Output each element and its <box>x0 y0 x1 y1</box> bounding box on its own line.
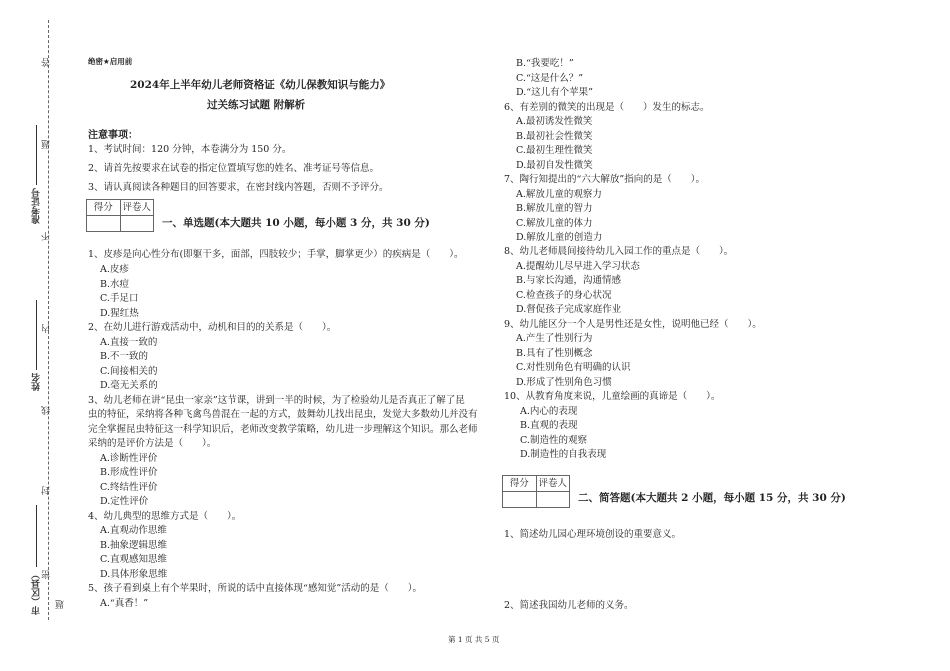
seal-char: 密 <box>42 570 52 579</box>
exam-number-blank <box>36 125 37 185</box>
option: D.解放儿童的创造力 <box>516 232 603 243</box>
name-blank <box>36 300 37 370</box>
score-cell[interactable] <box>503 492 536 507</box>
option: B.水痘 <box>100 279 130 290</box>
district-blank <box>36 505 37 567</box>
option: B.抽象逻辑思维 <box>100 540 168 551</box>
option: D.督促孩子完成家庭作业 <box>516 304 622 315</box>
option: A.直接一致的 <box>100 337 158 348</box>
short-answer-question: 1、简述幼儿园心理环境创设的重要意义。 <box>504 529 682 540</box>
grader-label: 评卷人 <box>120 200 154 215</box>
page-title: 2024年上半年幼儿老师资格证《幼儿保教知识与能力》 <box>130 79 391 91</box>
question-stem: 8、幼儿老师晨间接待幼儿入园工作的重点是（ ）。 <box>504 246 734 257</box>
exam-number-label: 准考证号 <box>32 188 42 224</box>
option: C.间接相关的 <box>100 366 158 377</box>
notes-heading: 注意事项： <box>88 130 138 141</box>
short-answer-question: 2、简述我国幼儿老师的义务。 <box>504 600 634 611</box>
question-stem-line: 3、幼儿老师在讲“昆虫一家亲”这节课，讲到一半的时候，为了检验幼儿是否真正了解了昆 <box>88 395 465 406</box>
option: A.诊断性评价 <box>100 453 158 464</box>
option: B.不一致的 <box>100 351 149 362</box>
option: C.终结性评价 <box>100 482 158 493</box>
option: A.皮疹 <box>100 264 129 275</box>
section-title: 一、单选题(本大题共 10 小题，每小题 3 分，共 30 分) <box>162 217 430 229</box>
score-label: 得分 <box>509 478 529 489</box>
option: C.制造性的观察 <box>520 435 587 446</box>
option: B.解放儿童的智力 <box>516 203 593 214</box>
option: A.内心的表现 <box>520 406 578 417</box>
question-stem: 9、幼儿能区分一个人是男性还是女性，说明他已经（ ）。 <box>504 319 762 330</box>
option: D.制造性的自我表现 <box>520 449 607 460</box>
score-label: 得分 <box>93 202 113 213</box>
page-subtitle: 过关练习试题 附解析 <box>207 99 306 111</box>
question-stem: 1、皮疹是向心性分布(即躯干多，面部，四肢较少；手掌，脚掌更少）的疾病是（ ）。 <box>88 249 464 260</box>
grader-cell[interactable] <box>536 492 570 507</box>
seal-char: 题 <box>56 600 66 609</box>
option: C.检查孩子的身心状况 <box>516 290 612 301</box>
option: D.最初自发性微笑 <box>516 160 593 171</box>
question-stem-line: 虫的特征，采纳将各种飞禽鸟兽混在一起的方式，鼓舞幼儿找出昆虫，发觉大多数幼儿并没有 <box>88 409 478 420</box>
seal-char: 不 <box>42 232 52 241</box>
page-number: 第 1 页 共 5 页 <box>448 635 500 644</box>
option: A.直观动作思维 <box>100 525 167 536</box>
question-stem: 6、有差别的微笑的出现是（ ）发生的标志。 <box>504 102 710 113</box>
note-item: 1、考试时间：120 分钟，本卷满分为 150 分。 <box>88 144 292 155</box>
option: D.具体形象思维 <box>100 569 168 580</box>
option: C.最初生理性微笑 <box>516 145 593 156</box>
option: B.“我要吃！” <box>516 58 574 69</box>
option: B.形成性评价 <box>100 467 158 478</box>
option: B.具有了性别概念 <box>516 348 593 359</box>
note-item: 3、请认真阅读各种题目的回答要求，在密封线内答题，否则不予评分。 <box>88 182 389 193</box>
score-box <box>502 475 570 508</box>
option: B.直观的表现 <box>520 420 578 431</box>
option: D.定性评价 <box>100 496 149 507</box>
score-box <box>86 199 154 232</box>
name-label: 姓名 <box>32 373 42 391</box>
seal-dashed-line <box>48 20 49 620</box>
seal-char: 题 <box>42 140 52 149</box>
seal-char: 封 <box>42 486 52 495</box>
option: C.解放儿童的体力 <box>516 218 593 229</box>
grader-cell[interactable] <box>120 216 154 231</box>
question-stem: 4、幼儿典型的思维方式是（ ）。 <box>88 511 242 522</box>
option: C.“这是什么？” <box>516 73 584 84</box>
grader-label: 评卷人 <box>536 476 570 491</box>
seal-char: 答 <box>42 58 52 67</box>
option: A.最初诱发性微笑 <box>516 116 593 127</box>
option: C.对性别角色有明确的认识 <box>516 362 631 373</box>
question-stem: 2、在幼儿进行游戏活动中，动机和目的的关系是（ ）。 <box>88 322 337 333</box>
question-stem: 10、从教育角度来说，儿童绘画的真谛是（ ）。 <box>504 391 721 402</box>
option: A.产生了性别行为 <box>516 333 593 344</box>
seal-char: 线 <box>42 406 52 415</box>
option: D.猩红热 <box>100 308 139 319</box>
question-stem-line: 完全掌握昆虫特征这一科学知识后，老师改变教学策略，幼儿进一步理解这个知识。那么老师 <box>88 424 478 435</box>
question-stem: 5、孩子看到桌上有个苹果时，所说的话中直接体现“感知觉”活动的是（ ）。 <box>88 583 423 594</box>
option: A.解放儿童的观察力 <box>516 189 602 200</box>
seal-char: 内 <box>42 324 52 333</box>
option: B.最初社会性微笑 <box>516 131 593 142</box>
option: A.“真香！” <box>100 598 149 609</box>
option: B.与家长沟通，沟通情感 <box>516 275 622 286</box>
section-title: 二、简答题(本大题共 2 小题，每小题 15 分，共 30 分) <box>578 492 846 504</box>
note-item: 2、请首先按要求在试卷的指定位置填写您的姓名、准考证号等信息。 <box>88 163 380 174</box>
option: D.形成了性别角色习惯 <box>516 377 612 388</box>
option: C.手足口 <box>100 293 139 304</box>
score-cell[interactable] <box>87 216 120 231</box>
option: A.提醒幼儿尽早进入学习状态 <box>516 261 640 272</box>
question-stem-line: 采纳的是评价方法是（ ）。 <box>88 438 217 449</box>
question-stem: 7、陶行知提出的“六大解放”指向的是（ ）。 <box>504 174 706 185</box>
district-label: 市（区县） <box>32 570 42 615</box>
option: C.直观感知思维 <box>100 554 167 565</box>
option: D.毫无关系的 <box>100 380 158 391</box>
option: D.“这儿有个苹果” <box>516 87 594 98</box>
secret-label: 绝密★启用前 <box>88 57 133 66</box>
